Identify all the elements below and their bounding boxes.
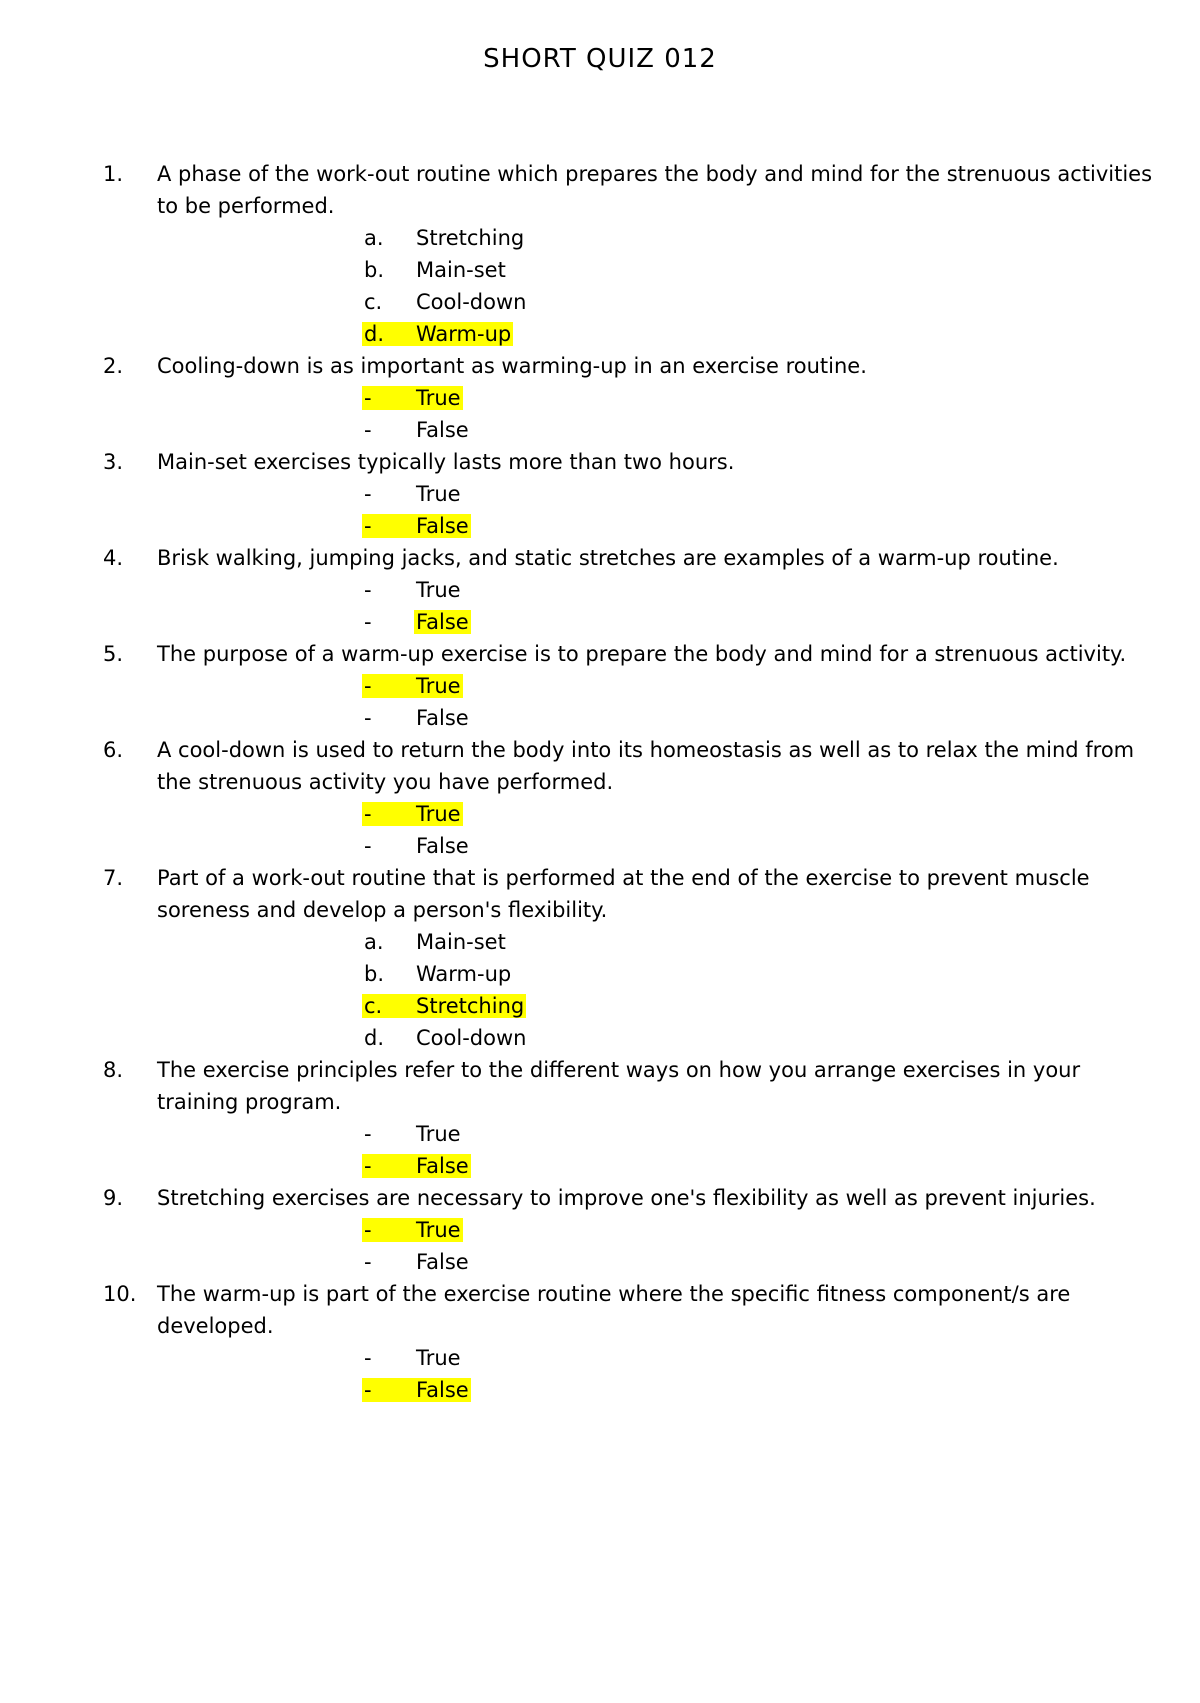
option-marker: - <box>364 1122 372 1146</box>
answer-option <box>157 958 1160 990</box>
option-marker: d. <box>364 1026 385 1050</box>
question-text: The warm-up is part of the exercise routine where the specific fitness component/s are developed. <box>157 1282 1071 1338</box>
answer-option <box>157 222 1160 254</box>
option-marker: c. <box>364 994 383 1018</box>
answer-option <box>157 1118 1160 1150</box>
answer-options <box>157 1118 1160 1182</box>
option-text: Warm-up <box>416 322 512 346</box>
option-marker: - <box>364 1346 372 1370</box>
option-text: Warm-up <box>416 962 512 986</box>
question-number: 7. <box>103 866 124 890</box>
question-item <box>0 1182 1200 1278</box>
option-marker: - <box>364 578 372 602</box>
question-text: A phase of the work-out routine which prepares the body and mind for the strenuous activities to be performed. <box>157 162 1153 218</box>
answer-option <box>157 414 1160 446</box>
option-marker: - <box>364 802 372 826</box>
question-text: Brisk walking, jumping jacks, and static stretches are examples of a warm-up routine. <box>157 546 1059 570</box>
option-text: True <box>416 1218 461 1242</box>
question-text: Stretching exercises are necessary to improve one's flexibility as well as prevent injuries. <box>157 1186 1096 1210</box>
document-title: SHORT QUIZ 012 <box>483 44 717 74</box>
answer-option-highlighted <box>157 382 1160 414</box>
option-text: False <box>416 418 469 442</box>
answer-option <box>157 1246 1160 1278</box>
question-number: 1. <box>103 162 124 186</box>
option-text: Stretching <box>416 226 525 250</box>
answer-options <box>157 798 1160 862</box>
option-marker: - <box>364 834 372 858</box>
question-number: 2. <box>103 354 124 378</box>
answer-option <box>157 926 1160 958</box>
question-number: 10. <box>103 1282 137 1306</box>
question-number: 4. <box>103 546 124 570</box>
option-marker: b. <box>364 962 385 986</box>
question-number: 6. <box>103 738 124 762</box>
question-text: A cool-down is used to return the body into its homeostasis as well as to relax the mind from the strenuous activity you have performed. <box>157 738 1135 794</box>
question-text: Main-set exercises typically lasts more than two hours. <box>157 450 735 474</box>
answer-options <box>157 670 1160 734</box>
option-text: False <box>416 1378 469 1402</box>
option-text: True <box>416 1346 461 1370</box>
question-number: 9. <box>103 1186 124 1210</box>
question-item <box>0 1054 1200 1182</box>
answer-option-highlighted <box>157 798 1160 830</box>
option-marker: - <box>364 482 372 506</box>
option-marker: - <box>364 674 372 698</box>
option-marker: - <box>364 1378 372 1402</box>
option-text: Stretching <box>416 994 525 1018</box>
option-text: True <box>416 578 461 602</box>
option-text: False <box>416 834 469 858</box>
option-text: Main-set <box>416 258 506 282</box>
answer-options <box>157 1214 1160 1278</box>
option-marker: - <box>364 706 372 730</box>
option-text: True <box>416 802 461 826</box>
option-text: False <box>416 610 469 634</box>
answer-option <box>157 478 1160 510</box>
answer-options <box>157 926 1160 1054</box>
answer-options <box>157 478 1160 542</box>
option-text: True <box>416 1122 461 1146</box>
answer-option <box>157 830 1160 862</box>
question-item <box>0 1278 1200 1406</box>
option-text: False <box>416 706 469 730</box>
option-marker: - <box>364 386 372 410</box>
question-number: 3. <box>103 450 124 474</box>
answer-options <box>157 222 1160 350</box>
option-marker: - <box>364 418 372 442</box>
answer-options <box>157 1342 1160 1406</box>
option-text: False <box>416 1250 469 1274</box>
answer-option-highlighted <box>157 990 1160 1022</box>
answer-option <box>157 1022 1160 1054</box>
question-item <box>0 734 1200 862</box>
option-marker: - <box>364 514 372 538</box>
question-list <box>0 158 1200 1406</box>
option-text: False <box>416 1154 469 1178</box>
question-item <box>0 542 1200 638</box>
answer-option-highlighted <box>157 1214 1160 1246</box>
question-number: 5. <box>103 642 124 666</box>
answer-option-highlighted <box>157 1150 1160 1182</box>
option-text: Cool-down <box>416 1026 527 1050</box>
answer-option <box>157 702 1160 734</box>
answer-option-highlighted <box>157 318 1160 350</box>
answer-option-highlighted <box>157 1374 1160 1406</box>
question-text: The exercise principles refer to the different ways on how you arrange exercises in your training program. <box>157 1058 1081 1114</box>
question-item <box>0 446 1200 542</box>
option-text: True <box>416 674 461 698</box>
question-text: Cooling-down is as important as warming-up in an exercise routine. <box>157 354 867 378</box>
question-text: The purpose of a warm-up exercise is to prepare the body and mind for a strenuous activity. <box>157 642 1127 666</box>
question-item <box>0 638 1200 734</box>
answer-option <box>157 1342 1160 1374</box>
option-marker: - <box>364 1154 372 1178</box>
option-marker: - <box>364 610 372 634</box>
option-text: Cool-down <box>416 290 527 314</box>
option-marker: b. <box>364 258 385 282</box>
option-marker: d. <box>364 322 385 346</box>
answer-option <box>157 574 1160 606</box>
answer-option <box>157 286 1160 318</box>
option-marker: a. <box>364 226 384 250</box>
option-text: False <box>416 514 469 538</box>
answer-option-highlighted <box>157 510 1160 542</box>
option-marker: - <box>364 1250 372 1274</box>
option-text: True <box>416 386 461 410</box>
option-marker: - <box>364 1218 372 1242</box>
question-text: Part of a work-out routine that is performed at the end of the exercise to prevent muscle soreness and develop a person's flexibility. <box>157 866 1090 922</box>
answer-options <box>157 574 1160 638</box>
question-number: 8. <box>103 1058 124 1082</box>
question-item <box>0 862 1200 1054</box>
question-item <box>0 158 1200 350</box>
option-marker: c. <box>364 290 383 314</box>
answer-option-highlighted <box>157 606 1160 638</box>
option-text: True <box>416 482 461 506</box>
option-marker: a. <box>364 930 384 954</box>
question-item <box>0 350 1200 446</box>
answer-option <box>157 254 1160 286</box>
option-text: Main-set <box>416 930 506 954</box>
answer-options <box>157 382 1160 446</box>
answer-option-highlighted <box>157 670 1160 702</box>
